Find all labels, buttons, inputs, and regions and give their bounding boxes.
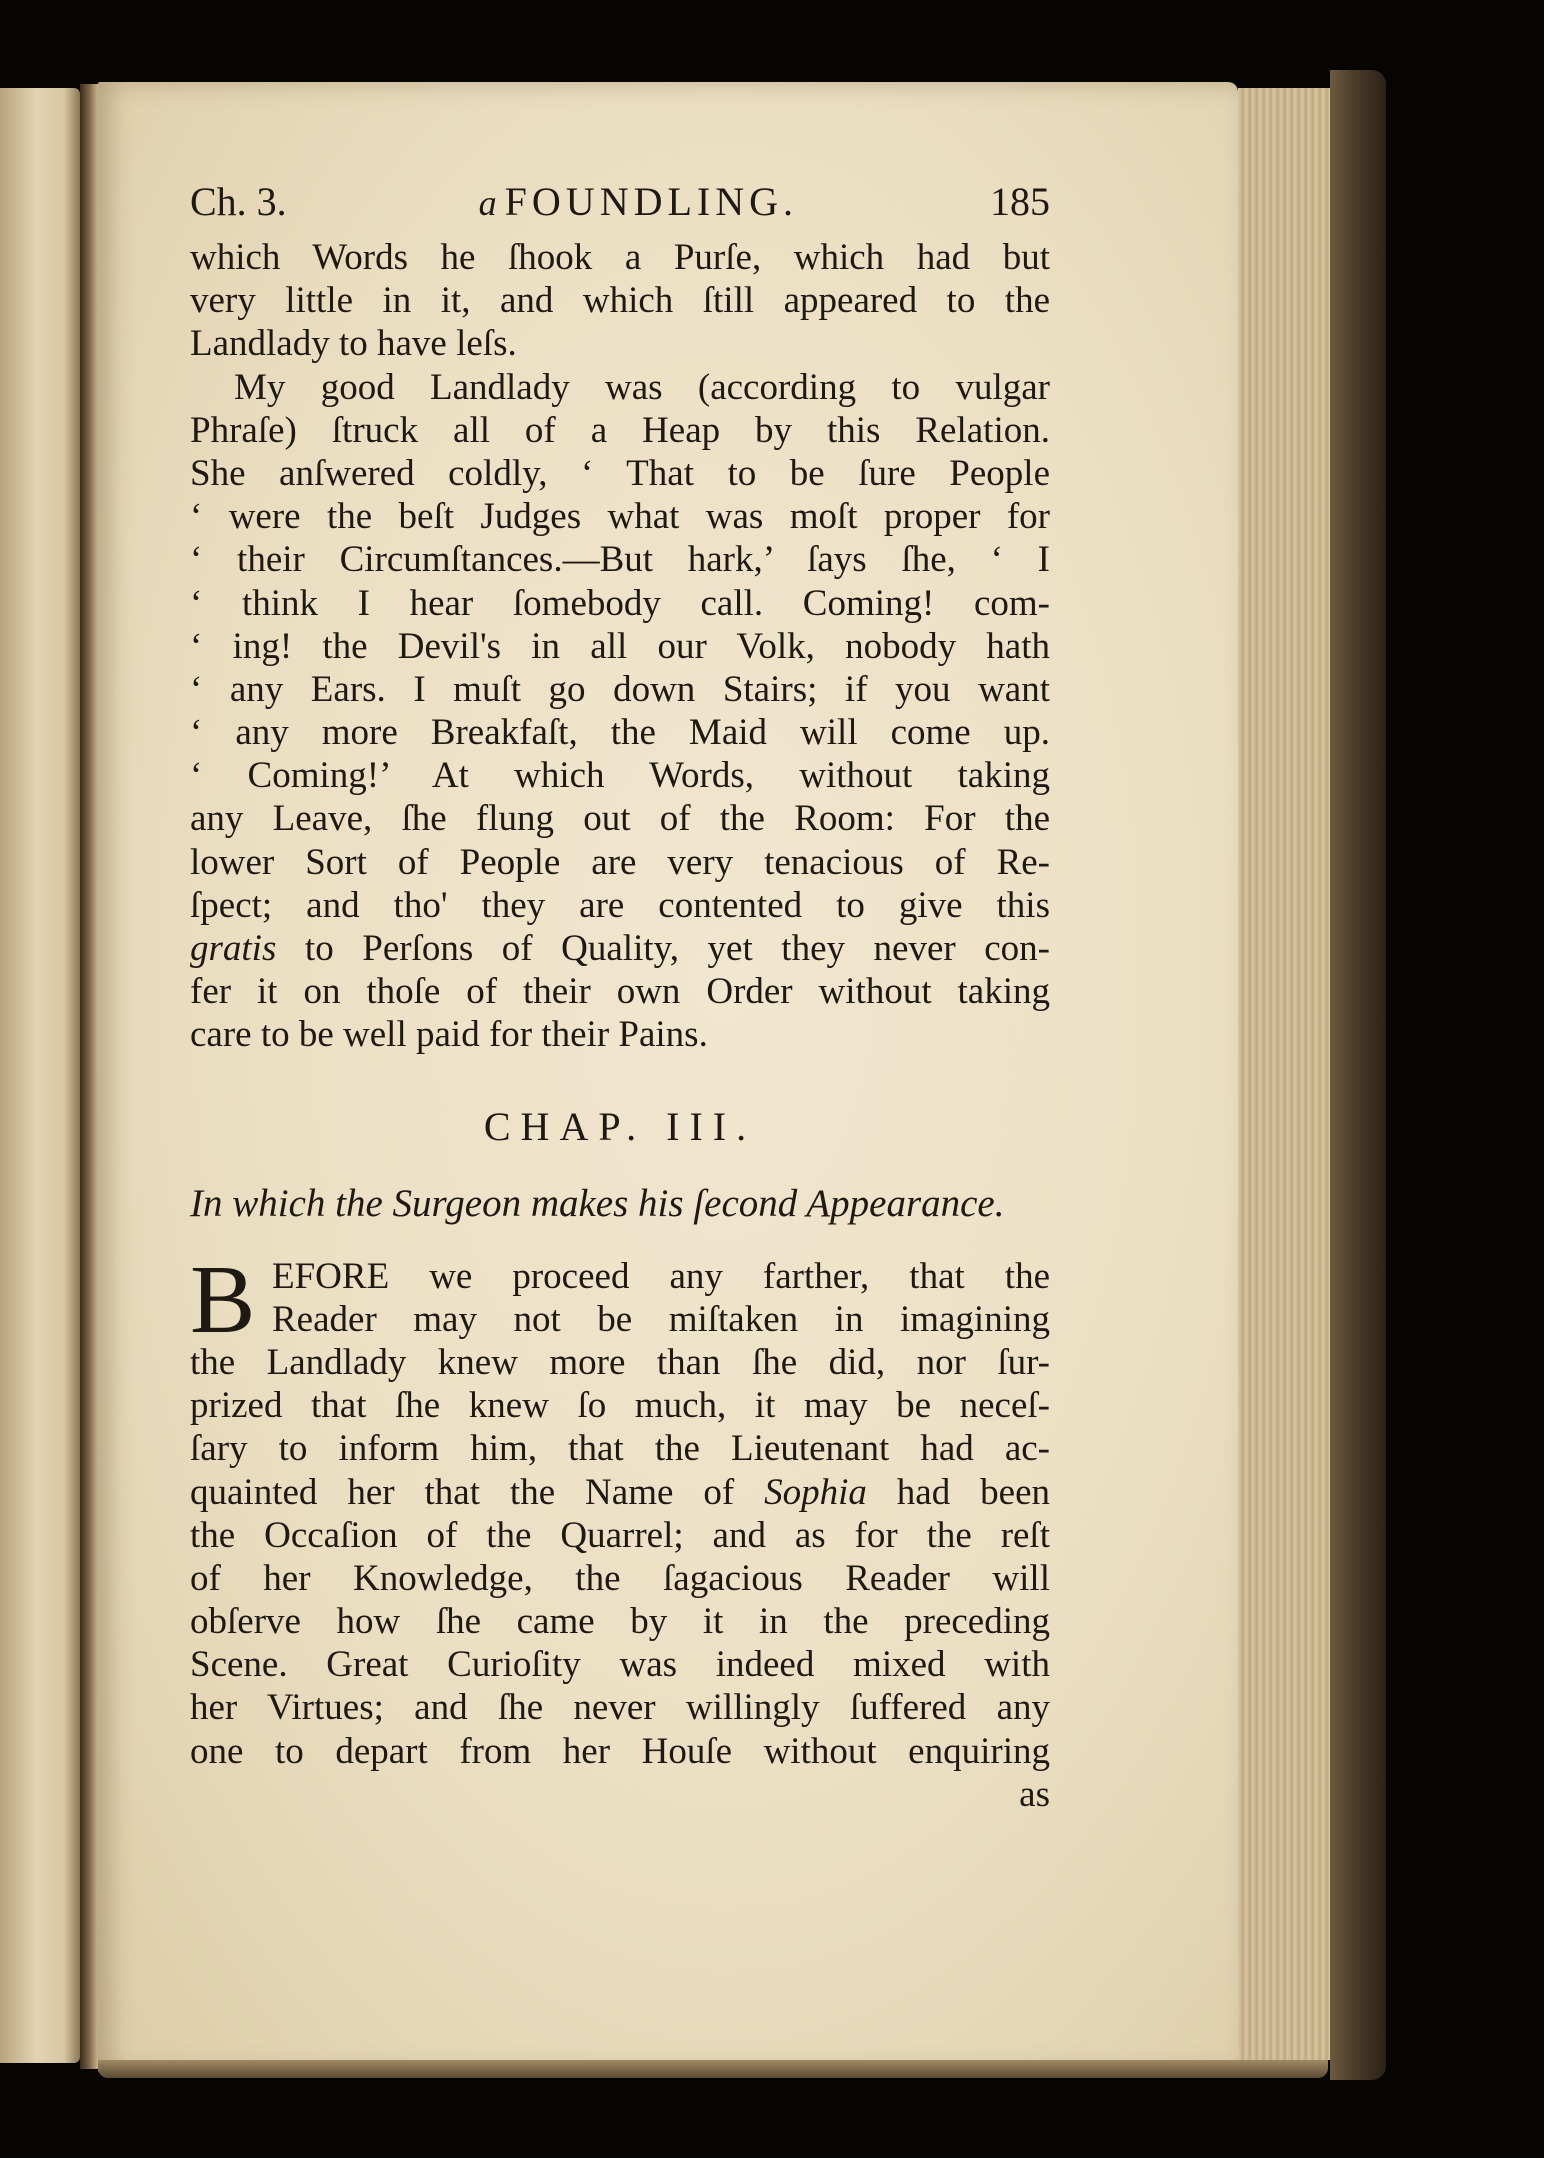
text-line: her Virtues; and ſhe never willingly ſuffered any	[190, 1687, 1050, 1729]
text-line: Scene. Great Curioſity was indeed mixed with	[190, 1644, 1050, 1686]
text-line: Phraſe) ſtruck all of a Heap by this Relation.	[190, 409, 1050, 451]
italic-sophia: Sophia	[764, 1471, 867, 1513]
text-line: of her Knowledge, the ſagacious Reader will	[190, 1557, 1050, 1599]
text-line: ‘ their Circumſtances.—But hark,’ ſays ſhe, ‘ I	[190, 539, 1050, 581]
gratis-rest: to Perſons of Quality, yet they never con-	[276, 928, 1050, 969]
text-line: ‘ Coming!’ At which Words, without taking	[190, 755, 1050, 797]
text-line: ‘ any more Breakfaſt, the Maid will come up.	[190, 712, 1050, 754]
text-line: ‘ think I hear ſomebody call. Coming! com-	[190, 582, 1050, 624]
sophia-before: quainted her that the Name of	[190, 1471, 765, 1513]
italic-gratis: gratis	[190, 928, 277, 969]
text-line: care to be well paid for their Pains.	[190, 1014, 708, 1056]
book-gutter	[80, 84, 98, 2069]
text-line-sophia	[190, 1471, 1050, 1514]
text-line: fer it on thoſe of their own Order without taking	[190, 971, 1050, 1013]
left-page-edge	[0, 88, 80, 2063]
drop-cap: B	[190, 1245, 256, 1354]
sophia-after: had been	[866, 1471, 1050, 1513]
chapter-ref: Ch. 3.	[190, 179, 287, 224]
page-text	[190, 180, 1050, 1816]
text-line: lower Sort of People are very tenacious of Re-	[190, 841, 1050, 883]
text-line: ſary to inform him, that the Lieutenant had ac-	[190, 1428, 1050, 1470]
running-title	[479, 180, 798, 225]
text-line: My good Landlady was (according to vulgar	[234, 366, 1050, 408]
text-line: one to depart from her Houſe without enquiring	[190, 1730, 1050, 1772]
text-line: the Occaſion of the Quarrel; and as for the reſt	[190, 1514, 1050, 1556]
text-line: Landlady to have leſs.	[190, 323, 517, 365]
title-prefix: a	[478, 183, 497, 223]
text-line: prized that ſhe knew ſo much, it may be neceſ-	[190, 1385, 1050, 1427]
text-line: ‘ any Ears. I muſt go down Stairs; if you want	[190, 668, 1050, 710]
chapter-subtitle: In which the Surgeon makes his ſecond Appearance.	[190, 1181, 1005, 1225]
text-line: ſpect; and tho' they are contented to give this	[190, 884, 1050, 926]
paragraph-before	[190, 1245, 1050, 1773]
running-head	[190, 180, 1050, 236]
text-line: She anſwered coldly, ‘ That to be ſure People	[190, 452, 1050, 494]
text-line: ‘ ing! the Devil's in all our Volk, nobody hath	[190, 625, 1050, 667]
text-line: the Landlady knew more than ſhe did, nor ſur-	[190, 1341, 1050, 1383]
page-number: 185	[989, 179, 1050, 224]
chapter-heading: CHAP. III.	[483, 1103, 757, 1149]
title-text: FOUNDLING.	[504, 179, 798, 224]
text-line: which Words he ſhook a Purſe, which had but	[190, 237, 1050, 278]
text-line: obſerve how ſhe came by it in the preceding	[190, 1601, 1050, 1643]
text-line: any Leave, ſhe flung out of the Room: For the	[190, 798, 1050, 840]
text-line: Reader may not be miſtaken in imagining	[272, 1298, 1050, 1340]
catchword: as	[1019, 1773, 1050, 1815]
text-line: ‘ were the beſt Judges what was moſt proper for	[190, 496, 1050, 538]
book-cover-board	[1330, 70, 1386, 2080]
paragraph-landlady	[190, 366, 1050, 1057]
text-line-gratis	[190, 927, 1050, 970]
text-line: very little in it, and which ſtill appeared to the	[190, 280, 1050, 322]
paragraph-continued	[190, 236, 1050, 366]
page-bottom-edge	[98, 2060, 1328, 2078]
text-line: EFORE we proceed any farther, that the	[272, 1255, 1050, 1297]
